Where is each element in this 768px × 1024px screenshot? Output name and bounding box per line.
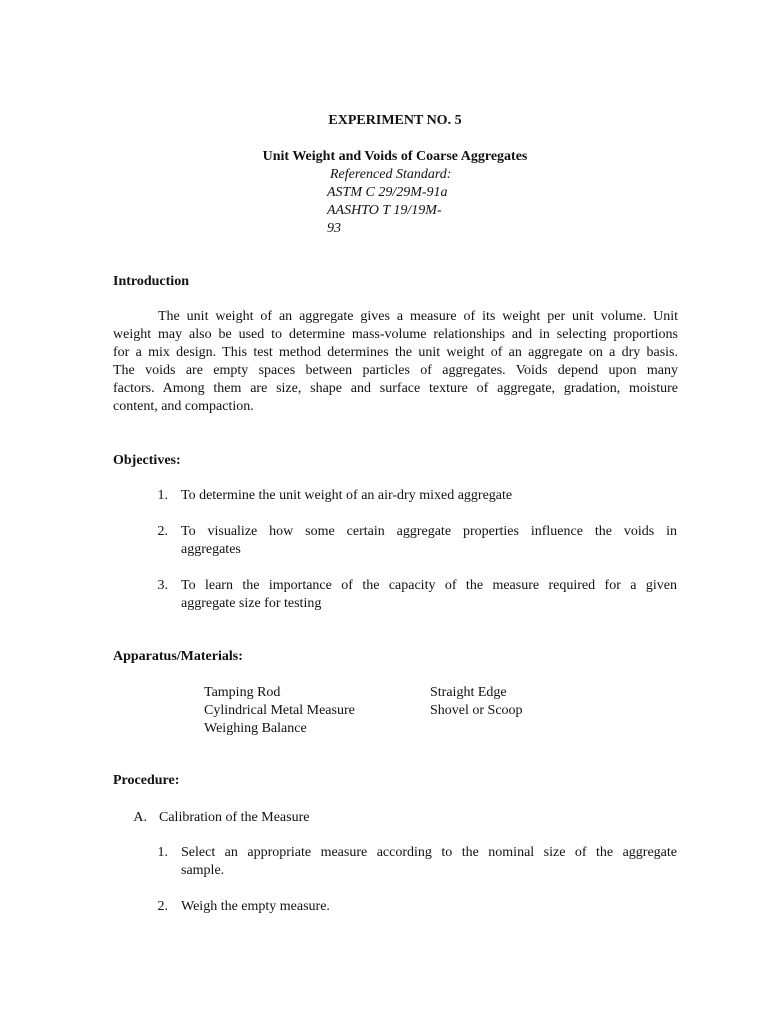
introduction-paragraph <box>113 308 678 416</box>
list-number: 1. <box>157 488 168 503</box>
apparatus-item: Cylindrical Metal Measure <box>204 703 355 718</box>
objective-text: To learn the importance of the capacity of the measure required for a given <box>181 578 677 593</box>
astm-standard: ASTM C 29/29M-91a <box>327 185 448 200</box>
list-number: 3. <box>157 578 168 593</box>
referenced-standard-label: Referenced Standard: <box>330 167 452 182</box>
objective-text: To visualize how some certain aggregate properties influence the voids in <box>181 524 677 539</box>
aashto-standard-line2: 93 <box>327 221 341 236</box>
intro-line: weight may also be used to determine mass-volume relationships and in selecting proportions <box>113 327 678 342</box>
objective-text-continued: aggregates <box>181 542 241 557</box>
aashto-standard-line1: AASHTO T 19/19M- <box>327 203 442 218</box>
apparatus-item: Tamping Rod <box>204 685 281 700</box>
procedure-heading: Procedure: <box>113 773 180 788</box>
apparatus-item: Weighing Balance <box>204 721 307 736</box>
apparatus-item: Straight Edge <box>430 685 507 700</box>
list-number: 1. <box>157 845 168 860</box>
step-text-continued: sample. <box>181 863 225 878</box>
step-text: Select an appropriate measure according to the nominal size of the aggregate <box>181 845 677 860</box>
objective-text: To determine the unit weight of an air-dry mixed aggregate <box>181 488 513 503</box>
introduction-heading: Introduction <box>113 274 189 289</box>
intro-line: factors. Among them are size, shape and surface texture of aggregate, gradation, moisture <box>113 381 678 396</box>
list-number: 2. <box>157 899 168 914</box>
objectives-heading: Objectives: <box>113 453 181 468</box>
section-title: Calibration of the Measure <box>159 810 310 825</box>
apparatus-item: Shovel or Scoop <box>430 703 523 718</box>
objective-text-continued: aggregate size for testing <box>181 596 322 611</box>
section-letter: A. <box>133 810 147 825</box>
intro-line: The voids are empty spaces between particles of aggregates. Voids depend upon many <box>113 363 678 378</box>
intro-line: for a mix design. This test method determines the unit weight of an aggregate on a dry basis. <box>113 345 678 360</box>
experiment-title: EXPERIMENT NO. 5 <box>328 113 462 128</box>
intro-line: The unit weight of an aggregate gives a measure of its weight per unit volume. Unit <box>158 309 678 324</box>
intro-line: content, and compaction. <box>113 399 254 414</box>
step-text: Weigh the empty measure. <box>181 899 330 914</box>
experiment-subtitle: Unit Weight and Voids of Coarse Aggregates <box>262 149 528 164</box>
list-number: 2. <box>157 524 168 539</box>
apparatus-heading: Apparatus/Materials: <box>113 649 243 664</box>
